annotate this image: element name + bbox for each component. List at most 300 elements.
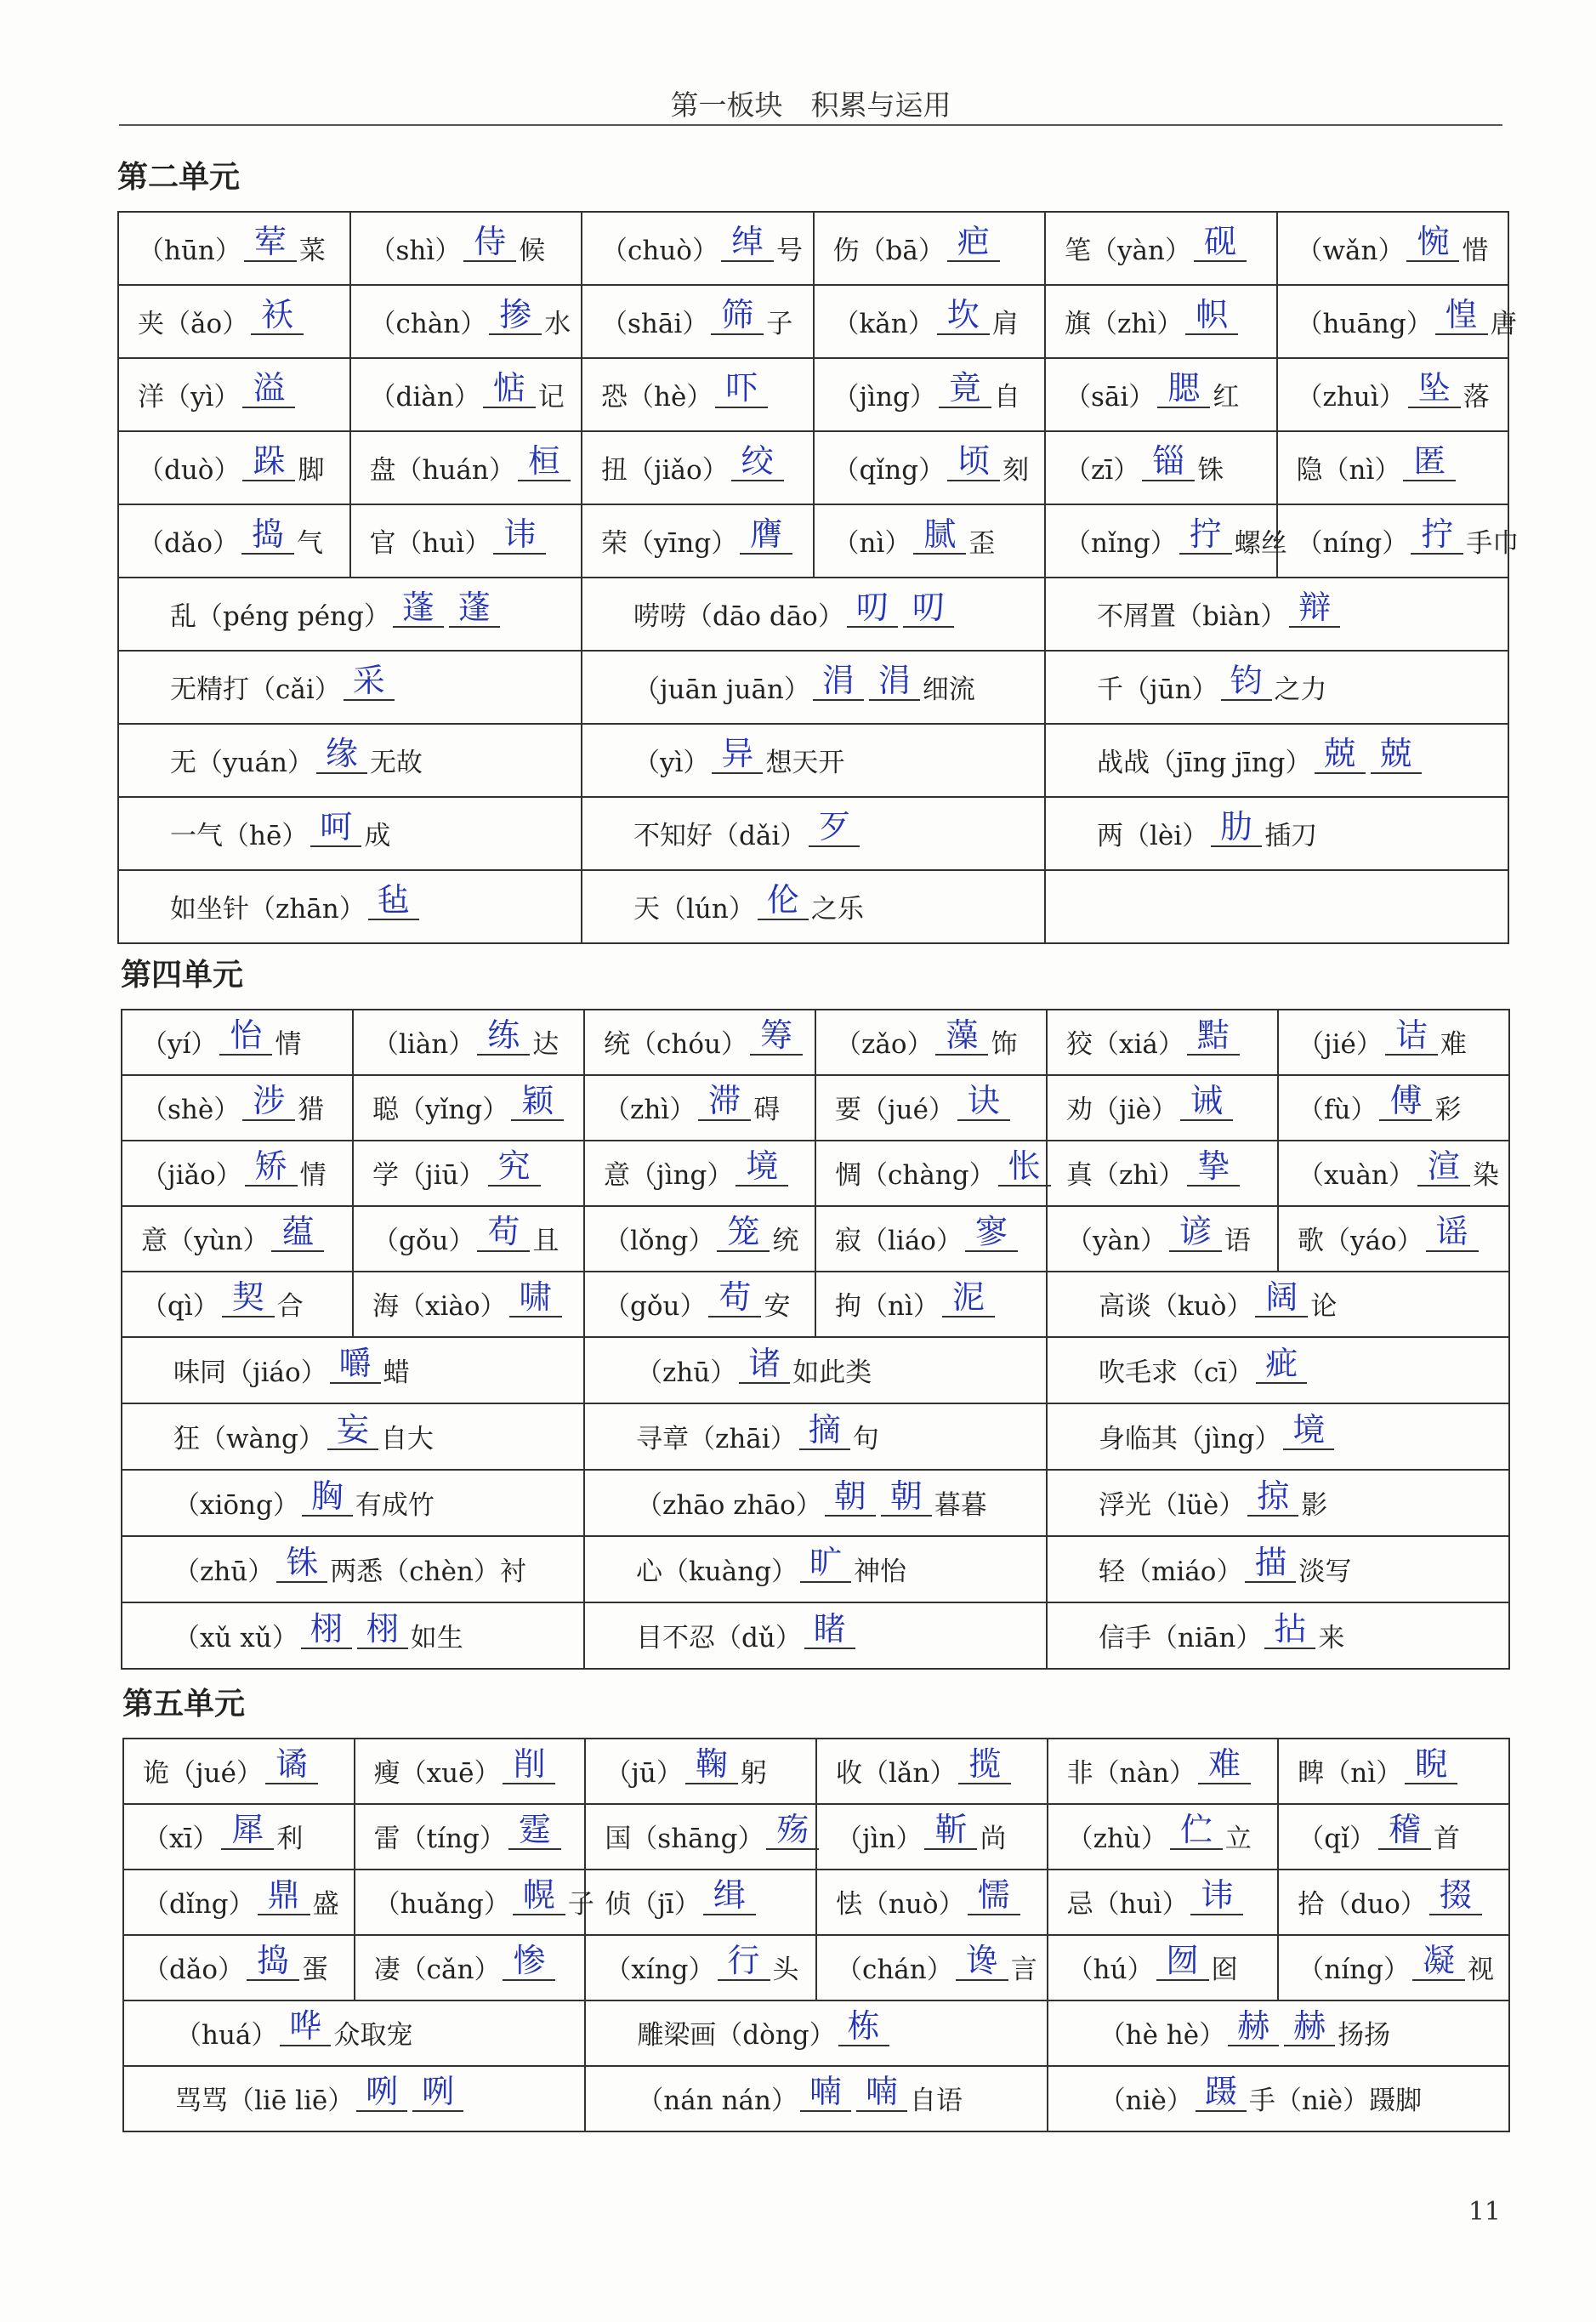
pinyin-prompt: 狂（wàng）	[173, 1423, 325, 1454]
answer-char: 鞠	[685, 1745, 738, 1784]
answer-char: 匿	[1403, 442, 1456, 481]
pinyin-prompt: 凄（cǎn）	[373, 1955, 501, 1985]
word-suffix: 水	[544, 308, 571, 339]
answer-char: 睹	[804, 1610, 855, 1649]
answer-char: 赫	[1284, 2007, 1335, 2046]
word-suffix: 猎	[298, 1095, 325, 1125]
word-suffix: 两悉（chèn）衬	[330, 1556, 526, 1587]
vocab-cell	[1045, 504, 1287, 578]
vocab-cell	[353, 1206, 584, 1272]
vocab-cell	[585, 1739, 816, 1804]
pinyin-prompt: 不知好（dǎi）	[633, 820, 807, 851]
idiom-cell	[582, 724, 1045, 797]
answer-char: 肋	[1211, 808, 1262, 847]
answer-char: 阔	[1255, 1278, 1308, 1318]
word-suffix: 如生	[410, 1622, 463, 1653]
pinyin-prompt: 旗（zhì）	[1065, 308, 1184, 339]
vocab-cell	[1277, 212, 1509, 285]
pinyin-prompt: （lǒng）	[604, 1226, 715, 1256]
pinyin-prompt: 收（lǎn）	[835, 1758, 957, 1789]
answer-char: 喃	[856, 2073, 907, 2112]
pinyin-prompt: 笔（yàn）	[1065, 235, 1191, 266]
word-suffix: 且	[532, 1226, 559, 1256]
vocab-cell	[1278, 1739, 1509, 1804]
answer-char: 赫	[1228, 2007, 1279, 2046]
pinyin-prompt: 真（zhì）	[1066, 1160, 1185, 1191]
answer-char: 袄	[251, 296, 304, 335]
word-suffix: 情	[299, 1160, 327, 1191]
word-suffix: 句	[852, 1423, 879, 1454]
word-suffix: 脚	[298, 454, 325, 486]
answer-char: 膺	[740, 515, 792, 555]
word-suffix: 神怡	[854, 1556, 907, 1587]
answer-char: 兢	[1371, 735, 1422, 774]
pinyin-prompt: 唠唠（dāo dāo）	[633, 600, 844, 632]
word-suffix: 落	[1463, 381, 1490, 413]
answer-char: 锱	[1142, 442, 1195, 481]
answer-char: 缘	[316, 735, 367, 774]
answer-char: 腻	[913, 515, 966, 555]
vocab-cell	[584, 1206, 815, 1272]
pinyin-prompt: 惆（chàng）	[835, 1160, 996, 1191]
answer-char: 削	[503, 1745, 555, 1784]
answer-char: 究	[488, 1147, 541, 1187]
word-suffix: 盛	[312, 1889, 339, 1920]
answer-char: 钧	[1221, 662, 1272, 701]
answer-char: 荤	[244, 223, 297, 262]
answer-char: 傅	[1379, 1082, 1432, 1121]
vocab-cell	[1045, 285, 1277, 358]
table-row	[123, 2066, 1509, 2131]
answer-char: 掇	[1429, 1876, 1482, 1915]
table-row	[118, 358, 1508, 431]
word-suffix: 插刀	[1264, 820, 1318, 851]
vocab-table	[122, 1738, 1510, 2132]
word-suffix: 自大	[380, 1423, 434, 1454]
word-suffix: 之力	[1274, 674, 1327, 705]
vocab-cell	[584, 1141, 815, 1206]
answer-char: 摘	[799, 1411, 850, 1450]
pinyin-prompt: （hú）	[1066, 1955, 1154, 1985]
pinyin-prompt: （zhū）	[173, 1556, 275, 1587]
word-suffix: 无故	[369, 747, 423, 778]
pinyin-prompt: 身临其（jìng）	[1099, 1423, 1281, 1454]
answer-char: 蓬	[449, 589, 500, 628]
vocab-cell	[1278, 1206, 1509, 1272]
vocab-cell	[1048, 1870, 1279, 1935]
pinyin-prompt: 意（jìng）	[604, 1160, 734, 1191]
answer-char: 渲	[1417, 1147, 1470, 1187]
vocab-cell	[350, 358, 582, 431]
vocab-cell	[1047, 1141, 1278, 1206]
word-suffix: 碍	[753, 1095, 781, 1125]
idiom-cell	[585, 2000, 1047, 2066]
pinyin-prompt: 学（jiū）	[372, 1160, 486, 1191]
answer-char: 绰	[721, 223, 774, 262]
table-row	[118, 285, 1508, 358]
answer-char: 腮	[1157, 369, 1210, 408]
table-row	[118, 212, 1508, 285]
vocab-cell	[1278, 1075, 1509, 1141]
answer-char: 栩	[301, 1610, 352, 1649]
pinyin-prompt: 一气（hē）	[170, 820, 309, 851]
word-suffix: 众取宠	[333, 2020, 413, 2051]
vocab-cell	[582, 431, 814, 504]
answer-char: 侍	[463, 223, 516, 262]
vocab-cell	[816, 1870, 1048, 1935]
idiom-cell	[1047, 1536, 1509, 1602]
idiom-cell	[1047, 1337, 1509, 1403]
answer-char: 铢	[276, 1544, 327, 1583]
pinyin-prompt: （hūn）	[138, 235, 241, 266]
idiom-cell	[582, 797, 1045, 870]
pinyin-prompt: 瘦（xuē）	[373, 1758, 501, 1789]
answer-char: 桓	[518, 442, 571, 481]
word-suffix: 头	[772, 1955, 799, 1985]
table-row	[118, 578, 1508, 651]
word-suffix: 统	[772, 1226, 799, 1256]
pinyin-prompt: （xī）	[143, 1824, 219, 1854]
answer-char: 惨	[503, 1942, 555, 1981]
word-suffix: 安	[764, 1291, 791, 1322]
idiom-cell	[122, 1403, 584, 1470]
table-row	[122, 1141, 1509, 1206]
pinyin-prompt: （kǎn）	[832, 308, 934, 339]
answer-char: 靳	[924, 1811, 977, 1850]
table-row	[122, 1337, 1509, 1403]
answer-char: 掠	[1247, 1477, 1298, 1517]
pinyin-prompt: 海（xiào）	[372, 1291, 507, 1322]
word-suffix: 自语	[910, 2086, 963, 2116]
pinyin-prompt: （zǎo）	[835, 1029, 934, 1060]
vocab-cell	[1278, 1935, 1509, 2000]
answer-char: 缉	[703, 1876, 756, 1915]
vocab-cell	[122, 1010, 353, 1075]
answer-char: 怅	[998, 1147, 1051, 1187]
pinyin-prompt: 统（chóu）	[604, 1029, 747, 1060]
section-title: 第四单元	[121, 958, 244, 993]
table-row	[122, 1470, 1509, 1536]
vocab-cell	[353, 1075, 584, 1141]
answer-char: 犀	[221, 1811, 274, 1850]
idiom-cell	[1045, 724, 1508, 797]
word-suffix: 情	[275, 1029, 302, 1060]
pinyin-prompt: 如坐针（zhān）	[170, 893, 366, 925]
word-suffix: 染	[1472, 1160, 1499, 1191]
word-suffix: 淡写	[1298, 1556, 1352, 1587]
vocab-cell	[585, 1804, 816, 1870]
pinyin-prompt: （jū）	[605, 1758, 683, 1789]
pinyin-prompt: （huāng）	[1296, 308, 1433, 339]
pinyin-prompt: 劝（jiè）	[1066, 1095, 1178, 1125]
idiom-cell	[584, 1602, 1047, 1669]
answer-char: 筛	[711, 296, 764, 335]
vocab-table	[117, 211, 1519, 944]
vocab-cell	[118, 504, 350, 578]
answer-char: 黠	[1187, 1016, 1240, 1056]
pinyin-prompt: 雕梁画（dòng）	[637, 2020, 836, 2051]
idiom-cell	[584, 1470, 1047, 1536]
vocab-table	[121, 1009, 1510, 1670]
idiom-cell	[118, 870, 582, 943]
pinyin-prompt: （diàn）	[369, 381, 480, 413]
answer-char: 疵	[1256, 1345, 1307, 1384]
word-suffix: 蜡	[383, 1357, 410, 1388]
pinyin-prompt: 雷（tíng）	[373, 1824, 506, 1854]
answer-char: 涓	[813, 662, 864, 701]
word-suffix: 细流	[922, 674, 975, 705]
answer-char: 涓	[869, 662, 920, 701]
answer-char: 毡	[368, 881, 419, 920]
answer-char: 诀	[957, 1082, 1010, 1121]
table-row	[123, 2000, 1509, 2066]
vocab-cell	[1045, 212, 1277, 285]
answer-char: 哗	[280, 2007, 331, 2046]
word-suffix: 囵	[1211, 1955, 1238, 1985]
vocab-cell	[1278, 1870, 1509, 1935]
idiom-cell	[1045, 578, 1508, 651]
vocab-cell	[584, 1272, 815, 1337]
pinyin-prompt: （dǎo）	[138, 527, 239, 559]
vocab-cell	[350, 504, 582, 578]
pinyin-prompt: 忌（huì）	[1066, 1889, 1189, 1920]
word-suffix: 刻	[1002, 454, 1030, 486]
idiom-cell	[1045, 797, 1508, 870]
pinyin-prompt: （zhāo zhāo）	[636, 1489, 822, 1521]
vocab-cell	[584, 1075, 815, 1141]
word-suffix: 影	[1301, 1489, 1328, 1521]
answer-char: 行	[718, 1942, 770, 1981]
vocab-cell	[1047, 1206, 1278, 1272]
answer-char: 呵	[310, 808, 361, 847]
vocab-cell	[118, 431, 350, 504]
pinyin-prompt: （jiǎo）	[141, 1160, 242, 1191]
pinyin-prompt: 心（kuàng）	[636, 1556, 798, 1587]
word-suffix: 之乐	[810, 893, 864, 925]
word-suffix: 合	[276, 1291, 304, 1322]
vocab-cell	[355, 1739, 586, 1804]
vocab-cell	[353, 1141, 584, 1206]
pinyin-prompt: 隐（nì）	[1296, 454, 1401, 486]
table-row	[122, 1206, 1509, 1272]
word-suffix: 彩	[1434, 1095, 1462, 1125]
vocab-cell	[355, 1935, 586, 2000]
vocab-cell	[1047, 1272, 1509, 1337]
pinyin-prompt: （shāi）	[601, 308, 709, 339]
answer-char: 竟	[939, 369, 991, 408]
pinyin-prompt: 歌（yáo）	[1298, 1226, 1423, 1256]
table-row	[122, 1602, 1509, 1669]
pinyin-prompt: （níng）	[1298, 1955, 1410, 1985]
answer-char: 霆	[508, 1811, 561, 1850]
pinyin-prompt: （chàn）	[369, 308, 487, 339]
pinyin-prompt: （jié）	[1298, 1029, 1383, 1060]
vocab-cell	[1278, 1804, 1509, 1870]
answer-char: 懦	[968, 1876, 1020, 1915]
word-suffix: 饰	[991, 1029, 1018, 1060]
word-suffix: 尚	[980, 1824, 1007, 1854]
vocab-cell	[1048, 1804, 1279, 1870]
answer-char: 咧	[412, 2073, 463, 2112]
pinyin-prompt: （zī）	[1065, 454, 1140, 486]
pinyin-prompt: 高谈（kuò）	[1099, 1291, 1253, 1322]
answer-char: 溢	[242, 369, 295, 408]
vocab-cell	[815, 1272, 1047, 1337]
answer-char: 矫	[245, 1147, 298, 1187]
vocab-cell	[118, 285, 350, 358]
table-row	[122, 1075, 1509, 1141]
pinyin-prompt: 浮光（lüè）	[1099, 1489, 1246, 1521]
vocab-cell	[582, 285, 814, 358]
answer-char: 描	[1245, 1544, 1296, 1583]
pinyin-prompt: 夹（ǎo）	[138, 308, 249, 339]
answer-char: 坠	[1408, 369, 1461, 408]
table-row	[122, 1536, 1509, 1602]
pinyin-prompt: （dǎo）	[143, 1955, 244, 1985]
answer-char: 栋	[838, 2007, 889, 2046]
answer-char: 诸	[739, 1345, 790, 1384]
answer-char: 掺	[489, 296, 542, 335]
pinyin-prompt: 睥（nì）	[1298, 1758, 1403, 1789]
table-row	[118, 504, 1508, 578]
word-suffix: 手（niè）蹑脚	[1248, 2086, 1423, 2116]
idiom-cell	[1048, 2000, 1509, 2066]
answer-char: 睨	[1405, 1745, 1457, 1784]
vocab-cell	[118, 358, 350, 431]
section-title: 第二单元	[117, 160, 241, 195]
vocab-cell	[122, 1206, 353, 1272]
word-suffix: 难	[1440, 1029, 1467, 1060]
pinyin-prompt: （yí）	[141, 1029, 218, 1060]
table-row	[122, 1403, 1509, 1470]
word-suffix: 言	[1010, 1955, 1037, 1985]
answer-char: 吓	[715, 369, 768, 408]
pinyin-prompt: （huǎng）	[373, 1889, 510, 1920]
table-row	[118, 651, 1508, 724]
word-suffix: 语	[1224, 1226, 1251, 1256]
pinyin-prompt: 洋（yì）	[138, 381, 241, 413]
pinyin-prompt: （sāi）	[1065, 381, 1156, 413]
idiom-cell	[585, 2066, 1047, 2131]
answer-char: 兢	[1315, 735, 1366, 774]
pinyin-prompt: （nì）	[832, 527, 912, 559]
pinyin-prompt: （liàn）	[372, 1029, 475, 1060]
vocab-cell	[816, 1804, 1048, 1870]
answer-char: 异	[712, 735, 763, 774]
table-row	[123, 1935, 1509, 2000]
answer-char: 捣	[241, 515, 294, 555]
pinyin-prompt: （chuò）	[601, 235, 718, 266]
table-row	[122, 1010, 1509, 1075]
pinyin-prompt: 国（shāng）	[605, 1824, 764, 1854]
vocab-cell	[815, 1010, 1047, 1075]
answer-char: 伦	[758, 881, 809, 920]
vocab-cell	[1045, 431, 1277, 504]
pinyin-prompt: （qǐ）	[1298, 1824, 1377, 1854]
pinyin-prompt: （jìng）	[832, 381, 936, 413]
answer-char: 幌	[513, 1876, 565, 1915]
pinyin-prompt: 恐（hè）	[601, 381, 713, 413]
vocab-cell	[584, 1010, 815, 1075]
table-row	[118, 797, 1508, 870]
pinyin-prompt: （yì）	[633, 747, 710, 778]
pinyin-prompt: 拘（nì）	[835, 1291, 940, 1322]
idiom-cell	[582, 651, 1045, 724]
pinyin-prompt: （wǎn）	[1296, 235, 1405, 266]
answer-char: 惦	[483, 369, 536, 408]
word-suffix: 达	[532, 1029, 559, 1060]
word-suffix: 唐	[1490, 308, 1517, 339]
pinyin-prompt: （jìn）	[835, 1824, 923, 1854]
answer-char: 辩	[1289, 589, 1340, 628]
table-row	[118, 431, 1508, 504]
pinyin-prompt: （zhuì）	[1296, 381, 1406, 413]
idiom-cell	[118, 724, 582, 797]
vocab-cell	[123, 1739, 355, 1804]
vocab-cell	[582, 358, 814, 431]
answer-char: 苟	[708, 1278, 761, 1318]
idiom-cell	[123, 2066, 585, 2131]
pinyin-prompt: （xuàn）	[1298, 1160, 1415, 1191]
answer-char: 谣	[1426, 1213, 1479, 1252]
idiom-cell	[118, 797, 582, 870]
pinyin-prompt: （juān juān）	[633, 674, 810, 705]
vocab-cell	[585, 1935, 816, 2000]
pinyin-prompt: 伤（bā）	[832, 235, 945, 266]
answer-char: 朝	[881, 1477, 932, 1517]
answer-char: 捣	[247, 1942, 299, 1981]
vocab-cell	[122, 1272, 353, 1337]
pinyin-prompt: 战战（jīng jīng）	[1097, 747, 1312, 778]
vocab-cell	[355, 1870, 594, 1935]
pinyin-prompt: （zhū）	[636, 1357, 737, 1388]
answer-char: 涉	[242, 1082, 295, 1121]
answer-char: 疤	[947, 223, 1000, 262]
vocab-cell	[1277, 285, 1517, 358]
pinyin-prompt: 乱（péng péng）	[170, 600, 390, 632]
word-suffix: 论	[1310, 1291, 1338, 1322]
vocab-cell	[816, 1739, 1048, 1804]
pinyin-prompt: 信手（niān）	[1099, 1622, 1263, 1653]
vocab-cell	[350, 285, 582, 358]
answer-char: 咧	[356, 2073, 407, 2112]
idiom-cell	[584, 1536, 1047, 1602]
pinyin-prompt: 无（yuán）	[170, 747, 314, 778]
answer-char: 讳	[493, 515, 546, 555]
word-suffix: 视	[1467, 1955, 1494, 1985]
pinyin-prompt: 要（jué）	[835, 1095, 955, 1125]
word-suffix: 气	[297, 527, 323, 559]
vocab-cell	[1047, 1010, 1278, 1075]
pinyin-prompt: 两（lèi）	[1097, 820, 1209, 851]
word-suffix: 菜	[298, 235, 326, 266]
answer-char: 稽	[1378, 1811, 1431, 1850]
vocab-cell	[350, 431, 582, 504]
answer-char: 顷	[947, 442, 1000, 481]
answer-char: 坎	[937, 296, 990, 335]
answer-char: 砚	[1194, 223, 1247, 262]
pinyin-prompt: 侦（jī）	[605, 1889, 701, 1920]
vocab-cell	[815, 1206, 1047, 1272]
answer-char: 练	[477, 1016, 530, 1056]
answer-char: 伫	[1170, 1811, 1223, 1850]
word-suffix: 利	[276, 1824, 304, 1854]
answer-char: 凝	[1412, 1942, 1465, 1981]
idiom-cell	[582, 870, 1045, 943]
vocab-cell	[814, 285, 1046, 358]
vocab-cell	[1045, 358, 1277, 431]
header-title: 第一板块 积累与运用	[670, 88, 951, 122]
